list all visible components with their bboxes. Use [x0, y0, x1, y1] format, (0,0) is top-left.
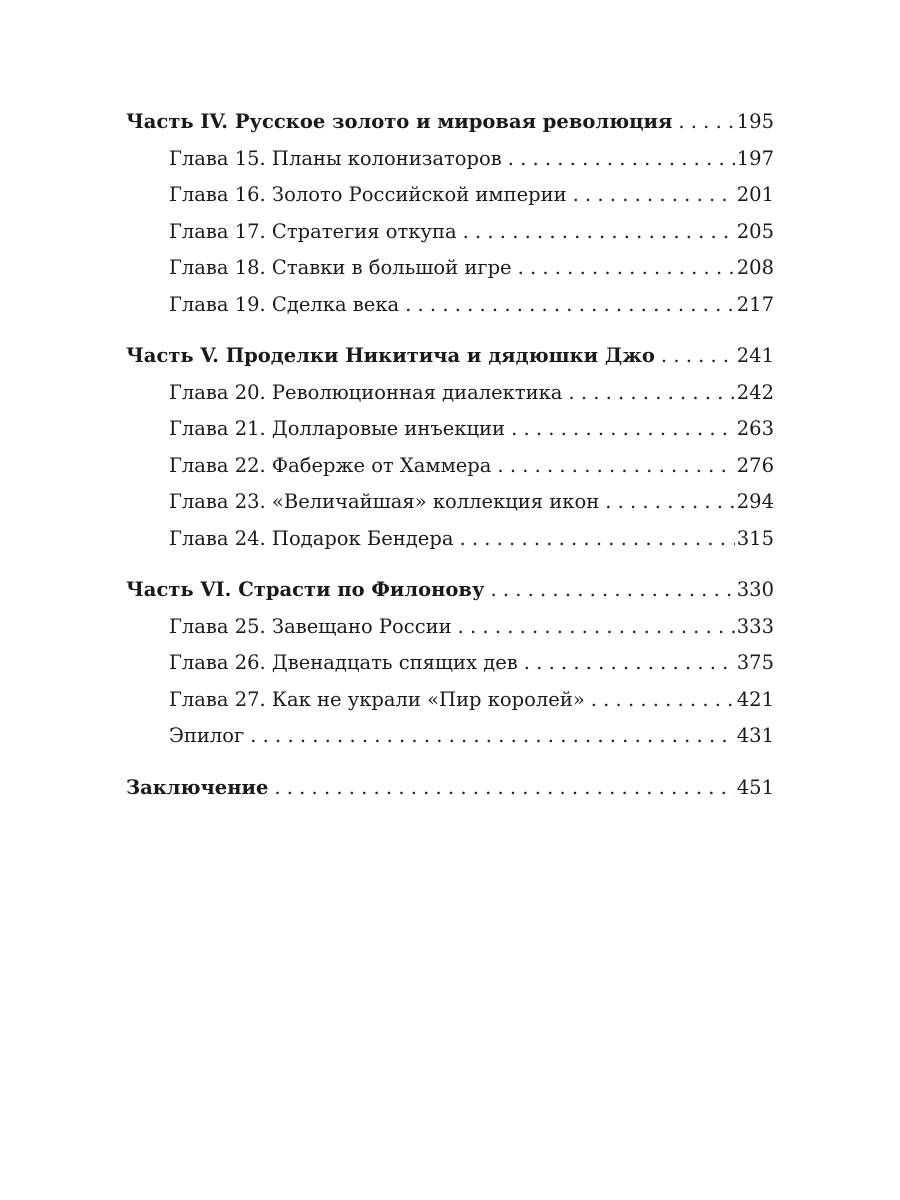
toc-chapter-entry[interactable] [126, 381, 774, 418]
toc-page-number: 421 [736, 687, 774, 711]
toc-page-number: 201 [736, 183, 774, 206]
toc-part-heading[interactable] [126, 578, 774, 615]
toc-page-number: 451 [736, 775, 774, 799]
toc-leader-dots [661, 344, 735, 367]
toc-leader-dots [497, 454, 734, 477]
toc-chapter-title: Глава 26. Двенадцать спящих дев [169, 651, 518, 674]
toc-page-number: 276 [736, 453, 774, 477]
toc-page-number: 242 [736, 380, 774, 404]
toc-leader-dots [463, 220, 735, 243]
toc-chapter-title: Глава 20. Революционная диалектика [169, 380, 563, 404]
toc-conclusion-entry[interactable] [126, 776, 774, 813]
toc-chapter-title: Глава 24. Подарок Бендера [169, 526, 454, 550]
toc-chapter-title: Глава 19. Сделка века [169, 292, 400, 316]
toc-chapter-title: Эпилог [169, 724, 245, 747]
toc-leader-dots [591, 688, 735, 711]
toc-leader-dots [458, 615, 735, 638]
toc-leader-dots [518, 256, 735, 279]
toc-page-number: 217 [736, 292, 774, 316]
toc-page-number: 263 [736, 417, 774, 440]
toc-chapter-title: Глава 15. Планы колонизаторов [169, 146, 502, 170]
toc-page-number: 330 [736, 578, 774, 601]
toc-page-number: 315 [736, 526, 774, 550]
toc-part-title: Часть VI. Страсти по Филонову [126, 578, 485, 601]
toc-part-4 [126, 110, 774, 329]
toc-conclusion-title: Заключение [126, 775, 269, 799]
toc-leader-dots [405, 293, 735, 316]
toc-epilogue-entry[interactable] [126, 724, 774, 761]
toc-chapter-entry[interactable] [126, 615, 774, 652]
toc-part-title: Часть IV. Русское золото и мировая революция [126, 110, 673, 133]
toc-page-number: 195 [736, 110, 774, 133]
toc-chapter-title: Глава 22. Фаберже от Хаммера [169, 453, 492, 477]
toc-chapter-entry[interactable] [126, 490, 774, 527]
toc-chapter-entry[interactable] [126, 527, 774, 564]
toc-chapter-entry[interactable] [126, 147, 774, 184]
toc-chapter-entry[interactable] [126, 256, 774, 293]
toc-chapter-title: Глава 16. Золото Российской империи [169, 183, 567, 206]
toc-chapter-entry[interactable] [126, 688, 774, 725]
toc-leader-dots [511, 417, 735, 440]
toc-page-number: 333 [736, 614, 774, 638]
toc-chapter-title: Глава 23. «Величайшая» коллекция икон [169, 490, 600, 513]
toc-leader-dots [678, 110, 734, 133]
toc-page-number: 431 [736, 724, 774, 747]
toc-part-title: Часть V. Проделки Никитича и дядюшки Джо [126, 344, 655, 367]
toc-leader-dots [508, 147, 735, 170]
toc-chapter-entry[interactable] [126, 417, 774, 454]
toc-chapter-title: Глава 25. Завещано России [169, 614, 452, 638]
table-of-contents [126, 110, 774, 812]
toc-page-number: 241 [736, 344, 774, 367]
toc-leader-dots [274, 776, 734, 799]
toc-chapter-title: Глава 27. Как не украли «Пир королей» [169, 687, 585, 711]
toc-chapter-entry[interactable] [126, 220, 774, 257]
toc-page-number: 205 [736, 219, 774, 243]
toc-page-number: 375 [736, 651, 774, 674]
toc-page-number: 208 [736, 256, 774, 279]
toc-leader-dots [573, 183, 735, 206]
toc-chapter-entry[interactable] [126, 293, 774, 330]
toc-part-heading[interactable] [126, 344, 774, 381]
toc-part-6 [126, 578, 774, 761]
toc-page-number: 294 [736, 490, 774, 513]
toc-part-5 [126, 344, 774, 563]
toc-leader-dots [568, 381, 734, 404]
toc-leader-dots [250, 724, 735, 747]
toc-leader-dots [459, 527, 734, 550]
toc-chapter-title: Глава 17. Стратегия откупа [169, 219, 457, 243]
toc-leader-dots [490, 578, 734, 601]
toc-chapter-entry[interactable] [126, 183, 774, 220]
toc-chapter-entry[interactable] [126, 454, 774, 491]
toc-leader-dots [605, 490, 735, 513]
toc-leader-dots [524, 651, 735, 674]
toc-part-heading[interactable] [126, 110, 774, 147]
toc-chapter-title: Глава 21. Долларовые инъекции [169, 417, 506, 440]
toc-chapter-entry[interactable] [126, 651, 774, 688]
toc-chapter-title: Глава 18. Ставки в большой игре [169, 256, 512, 279]
toc-page-number: 197 [736, 146, 774, 170]
